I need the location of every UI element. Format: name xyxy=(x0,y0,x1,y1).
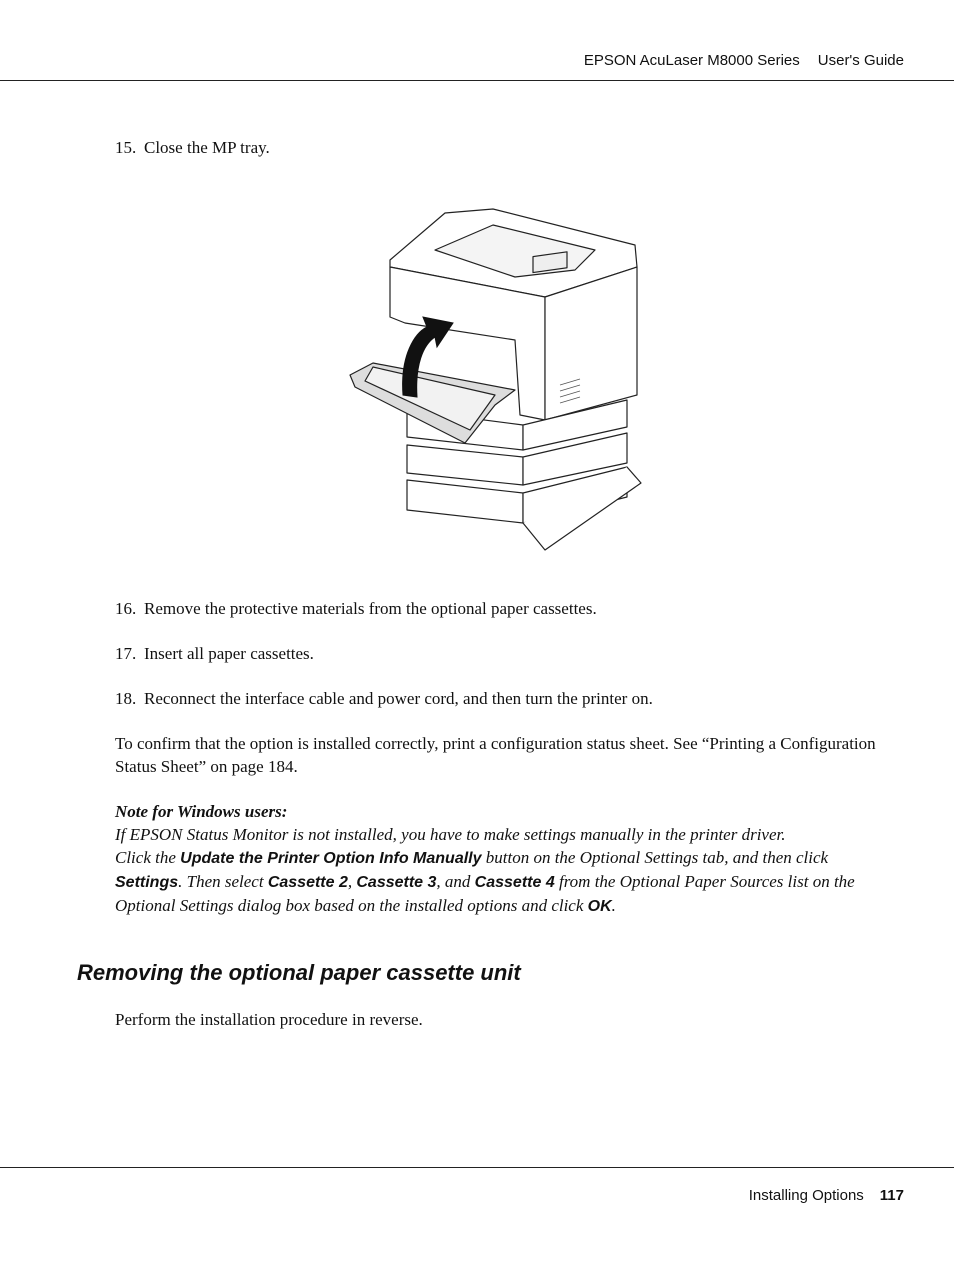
cassette-4-ref: Cassette 4 xyxy=(474,874,555,891)
step-text: Insert all paper cassettes. xyxy=(144,644,314,663)
header-guide: User's Guide xyxy=(817,52,904,69)
settings-button-ref: Settings xyxy=(115,874,179,891)
step-15 xyxy=(115,137,270,159)
running-header xyxy=(584,52,904,69)
note-text: , and xyxy=(436,872,475,891)
page-number: 117 xyxy=(879,1187,904,1204)
cassette-2-ref: Cassette 2 xyxy=(267,874,348,891)
step-18 xyxy=(115,688,653,710)
footer-chapter: Installing Options xyxy=(748,1187,864,1204)
footer-rule xyxy=(0,1167,954,1168)
running-footer xyxy=(749,1187,904,1204)
step-number: 18. xyxy=(115,689,137,708)
step-17 xyxy=(115,643,314,665)
step-text: Reconnect the interface cable and power cord, and then turn the printer on. xyxy=(144,689,653,708)
note-text: , xyxy=(347,872,357,891)
ok-button-ref: OK xyxy=(587,898,612,915)
section-body: Perform the installation procedure in reverse. xyxy=(115,1010,423,1029)
note-text: . xyxy=(611,896,616,915)
step-text: Remove the protective materials from the optional paper cassettes. xyxy=(144,599,597,618)
step-number: 16. xyxy=(115,599,137,618)
step-16 xyxy=(115,598,597,620)
note-line-2 xyxy=(115,846,890,918)
note-text: from the Optional Paper Sources list on the Optional Settings dialog box based on the installed options and click xyxy=(115,872,855,915)
printer-illustration xyxy=(345,205,645,555)
note-text: . Then select xyxy=(178,872,268,891)
confirm-paragraph: To confirm that the option is installed correctly, print a configuration status sheet. See “Printing a Configuration Status Sheet” on page 184. xyxy=(115,734,876,776)
header-rule xyxy=(0,80,954,81)
header-product: EPSON AcuLaser M8000 Series xyxy=(583,52,800,69)
note-text: Click the xyxy=(115,848,181,867)
note-line-1: If EPSON Status Monitor is not installed, you have to make settings manually in the printer driver. xyxy=(115,825,786,844)
step-number: 17. xyxy=(115,644,137,663)
step-text: Close the MP tray. xyxy=(144,138,270,157)
note-title: Note for Windows users: xyxy=(115,802,288,821)
note-text: button on the Optional Settings tab, and then click xyxy=(481,848,829,867)
section-heading: Removing the optional paper cassette unit xyxy=(77,960,521,985)
cassette-3-ref: Cassette 3 xyxy=(356,874,437,891)
note-windows-users xyxy=(115,800,890,918)
update-button-ref: Update the Printer Option Info Manually xyxy=(180,850,482,867)
step-number: 15. xyxy=(115,138,137,157)
